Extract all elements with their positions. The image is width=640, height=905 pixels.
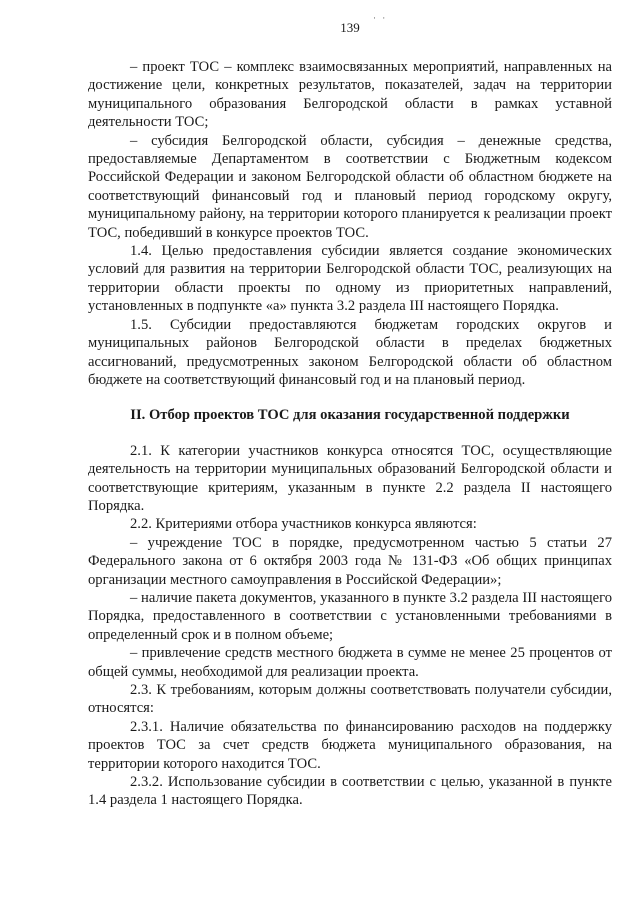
- paragraph-criterion-establishment: – учреждение ТОС в порядке, предусмотренном частью 5 статьи 27 Федерального закона от 6 октября 2003 года № 131-ФЗ «Об общих принципах организации местного самоуправления в Российской Федерации»;: [88, 534, 612, 588]
- paragraph-2-3-2: 2.3.2. Использование субсидии в соответствии с целью, указанной в пункте 1.4 раздела 1 настоящего Порядка.: [88, 774, 612, 809]
- paragraph-subsidy-definition: – субсидия Белгородской области, субсидия – денежные средства, предоставляемые Департаментом в соответствии с Бюджетным кодексом Российской Федерации и законом Белгородской области об областном бюджете на соответствующий финансовый год и плановый период городскому округу, муниципальному району, на территории которого планируется к реализации проект ТОС, победивший в конкурсе проектов ТОС.: [88, 132, 612, 241]
- paragraph-2-1: 2.1. К категории участников конкурса относятся ТОС, осуществляющие деятельность на территории муниципальных образований Белгородской области и соответствующие критериям, указанным в пункте 2.2 раздела II настоящего Порядка.: [88, 442, 612, 514]
- paragraph-2-2: 2.2. Критериями отбора участников конкурса являются:: [130, 516, 477, 533]
- paragraph-2-3-1: 2.3.1. Наличие обязательства по финансированию расходов на поддержку проектов ТОС за счет средств бюджета муниципального образования, на территории которого находится ТОС.: [88, 718, 612, 772]
- paragraph-criterion-documents: – наличие пакета документов, указанного в пункте 3.2 раздела III настоящего Порядка, предоставленного в соответствии с установленными требованиями в определенный срок и в полном объеме;: [88, 589, 612, 643]
- document-body: [88, 58, 612, 810]
- paragraph-2-3: 2.3. К требованиям, которым должны соответствовать получатели субсидии, относятся:: [88, 682, 612, 717]
- paragraph-criterion-funding: – привлечение средств местного бюджета в сумме не менее 25 процентов от общей суммы, необходимой для реализации проекта.: [88, 645, 612, 680]
- paragraph-toc-project: – проект ТОС – комплекс взаимосвязанных мероприятий, направленных на достижение цели, конкретных результатов, показателей, задач на территории муниципального образования Белгородской области в рамках уставной деятельности ТОС;: [88, 59, 612, 131]
- scan-mark: · ·: [373, 13, 388, 23]
- paragraph-1-4: 1.4. Целью предоставления субсидии является создание экономических условий для развития на территории Белгородской области ТОС, реализующих на территории области проекты по одному из приоритетных направлений, установленных в подпункте «а» пункта 3.2 раздела III настоящего Порядка.: [88, 243, 612, 315]
- paragraph-1-5: 1.5. Субсидии предоставляются бюджетам городских округов и муниципальных районов Белгородской области в пределах бюджетных ассигнований, предусмотренных законом Белгородской области об областном бюджете на соответствующий финансовый год и на плановый период.: [88, 316, 612, 388]
- page-number: 139: [340, 20, 360, 35]
- section-heading: II. Отбор проектов ТОС для оказания государственной поддержки: [130, 407, 570, 424]
